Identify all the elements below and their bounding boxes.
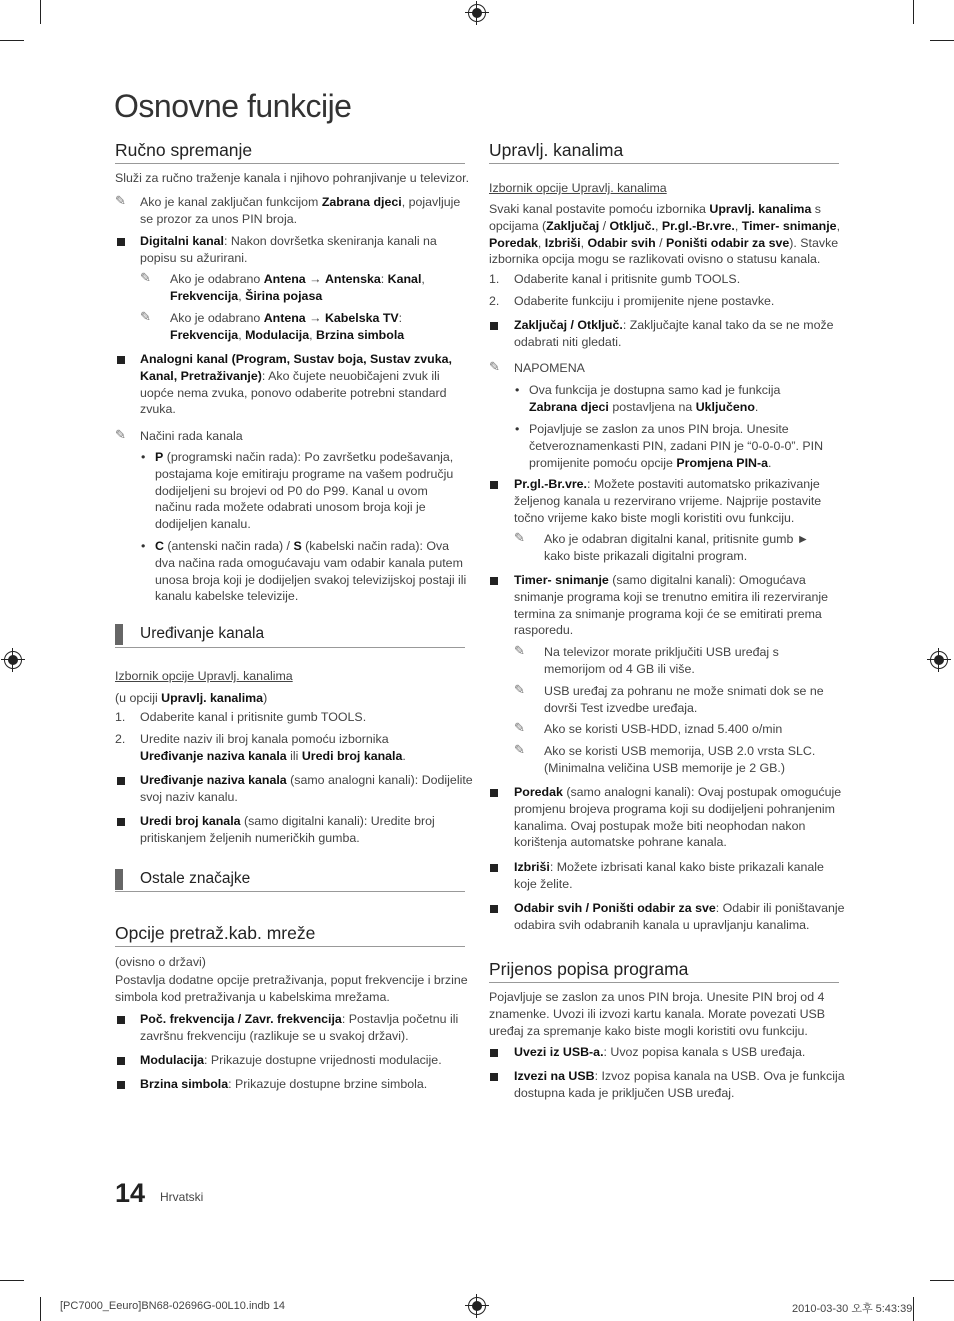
bullet-square bbox=[490, 1073, 498, 1081]
crop-mark bbox=[930, 1280, 954, 1281]
note-pencil-icon: ✎ bbox=[514, 742, 525, 757]
note: Ako je odabrano Antena → Kabelska TV: Frekvencija, Modulacija, Brzina simbola bbox=[170, 311, 405, 342]
list-item: Odabir svih / Poništi odabir za sve: Odabir ili poništavanje odabira svih odabranih kanala u upravljanju kanalima. bbox=[514, 901, 845, 932]
page-number: 14 bbox=[115, 1178, 146, 1208]
bullet-square bbox=[117, 1057, 125, 1065]
list-item: Zaključaj / Otključ.: Zaključajte kanal tako da se ne može odabrati niti gledati. bbox=[514, 318, 834, 349]
section-heading-prijenos: Prijenos popisa programa bbox=[489, 959, 689, 979]
bullet-square bbox=[117, 818, 125, 826]
paragraph: (ovisno o državi) bbox=[115, 955, 206, 969]
list-item: Izvezi na USB: Izvoz popisa kanala na USB. Ova je funkcija dostupna kada je priključen USB uređaj. bbox=[514, 1069, 845, 1100]
step-number: 2. bbox=[115, 732, 126, 746]
list-item: Uvezi iz USB-a.: Uvoz popisa kanala s USB uređaja. bbox=[514, 1045, 806, 1059]
section-heading-rucno: Ručno spremanje bbox=[115, 140, 253, 160]
step: Odaberite kanal i pritisnite gumb TOOLS. bbox=[140, 710, 367, 724]
registration-mark-icon bbox=[468, 4, 486, 22]
bullet-square bbox=[490, 481, 498, 489]
print-file-info: [PC7000_Eeuro]BN68-02696G-00L10.indb 14 bbox=[60, 1300, 286, 1312]
menu-path: Izbornik opcije Upravlj. kanalima bbox=[489, 181, 667, 195]
list-item: Digitalni kanal: Nakon dovršetka skeniranja kanali na popisu su ažurirani. bbox=[140, 234, 437, 265]
note-pencil-icon: ✎ bbox=[514, 720, 525, 735]
note: Ako je odabran digitalni kanal, pritisnite gumb ► kako biste prikazali digitalni program. bbox=[544, 532, 810, 563]
note-pencil-icon: ✎ bbox=[514, 682, 525, 697]
list-item: Timer- snimanje (samo digitalni kanali): Omogućava snimanje programa koji se trenutno emitira ili rezerviranje termina za snimanje programa koji će se emitirati prema rasporedu. bbox=[514, 573, 829, 638]
crop-mark bbox=[40, 0, 41, 24]
note-pencil-icon: ✎ bbox=[489, 359, 500, 374]
list-item: Brzina simbola: Prikazuje dostupne brzine simbola. bbox=[140, 1077, 428, 1091]
list-item: • Ova funkcija je dostupna samo kad je funkcija Zabrana djeci postavljena na Uključeno. bbox=[529, 382, 780, 416]
step: Uredite naziv ili broj kanala pomoću izbornika Uređivanje naziva kanala ili Uredi broj kanala. bbox=[140, 732, 406, 763]
list-item: Uredi broj kanala (samo digitalni kanali): Uredite broj pritiskanjem željenih numeričkih gumba. bbox=[140, 814, 435, 845]
page-language: Hrvatski bbox=[160, 1190, 204, 1204]
bullet-square bbox=[117, 777, 125, 785]
heading-rule bbox=[115, 891, 465, 892]
menu-path: Izbornik opcije Upravlj. kanalima bbox=[115, 669, 293, 683]
section-heading-upravlj: Upravlj. kanalima bbox=[489, 140, 624, 160]
print-date-info: 2010-03-30 오후 5:43:39 bbox=[792, 1303, 913, 1315]
note-pencil-icon: ✎ bbox=[115, 193, 126, 208]
paragraph: Postavlja dodatne opcije pretraživanja, poput frekvencije i brzine simbola kod pretraživanja u kabelskima mrežama. bbox=[115, 973, 468, 1004]
step-number: 1. bbox=[489, 272, 500, 286]
section-heading-opcije: Opcije pretraž.kab. mreže bbox=[115, 923, 316, 943]
crop-mark bbox=[913, 0, 914, 24]
subheading-bar bbox=[115, 869, 123, 890]
bullet-square bbox=[117, 356, 125, 364]
list-item: Izbriši: Možete izbrisati kanal kako biste prikazali kanale koje želite. bbox=[514, 860, 824, 891]
list-item: Poredak (samo analogni kanali): Ovaj postupak omogućuje promjenu brojeva programa koji su dodijeljeni pohranjenim kanalima. Ovaj postupak može biti neophodan nakon korištenja automatske pohrane kanala. bbox=[514, 785, 842, 850]
step-number: 1. bbox=[115, 710, 126, 724]
registration-mark-icon bbox=[4, 651, 22, 669]
heading-rule bbox=[489, 163, 839, 164]
bullet-square bbox=[490, 1049, 498, 1057]
note: USB uređaj za pohranu ne može snimati dok se ne dovrši Test izvedbe uređaja. bbox=[544, 684, 824, 715]
paragraph: (u opciji Upravlj. kanalima) bbox=[115, 691, 268, 705]
list-item: Modulacija: Prikazuje dostupne vrijednosti modulacije. bbox=[140, 1053, 442, 1067]
registration-mark-icon bbox=[468, 1297, 486, 1315]
step-number: 2. bbox=[489, 294, 500, 308]
bullet-square bbox=[490, 864, 498, 872]
subsection-heading-ostale: Ostale značajke bbox=[140, 870, 251, 887]
subheading-bar bbox=[115, 624, 123, 645]
heading-rule bbox=[115, 647, 465, 648]
bullet-square bbox=[490, 322, 498, 330]
note-heading: NAPOMENA bbox=[514, 361, 585, 375]
list-item: Uređivanje naziva kanala (samo analogni kanali): Dodijelite svoj naziv kanalu. bbox=[140, 773, 473, 804]
list-item: Analogni kanal (Program, Sustav boja, Sustav zvuka, Kanal, Pretraživanje): Ako čujete neuobičajeni zvuk ili uopće nema zvuka, ponovo odaberite potrebni standard zvuka. bbox=[140, 352, 452, 417]
step: Odaberite kanal i pritisnite gumb TOOLS. bbox=[514, 272, 741, 286]
note: Ako je odabrano Antena → Antenska: Kanal, Frekvencija, Širina pojasa bbox=[170, 272, 425, 303]
heading-rule bbox=[115, 163, 465, 164]
bullet-square bbox=[490, 905, 498, 913]
list-item: • Pojavljuje se zaslon za unos PIN broja. Unesite četveroznamenkasti PIN, zadani PIN je “0-0-0-0”. PIN promijenite pomoću opcije Promjena PIN-a. bbox=[529, 421, 823, 471]
bullet-square bbox=[117, 1081, 125, 1089]
note: Ako je kanal zaključan funkcijom Zabrana djeci, pojavljuje se prozor za unos PIN broja. bbox=[140, 195, 461, 226]
note-pencil-icon: ✎ bbox=[115, 427, 126, 442]
heading-rule bbox=[115, 946, 465, 947]
bullet-square bbox=[117, 1016, 125, 1024]
note-pencil-icon: ✎ bbox=[140, 309, 151, 324]
list-item: • P (programski način rada): Po završetku podešavanja, postajama koje emitiraju programe na vašem području dodijeljeni su brojevi od P0 do P99. Kanal u ovom načinu rada možete odabrati unosom broja koji je dodijeljen kanalu. bbox=[155, 449, 453, 533]
crop-mark bbox=[913, 1297, 914, 1321]
paragraph: Svaki kanal postavite pomoću izbornika Upravlj. kanalima s opcijama (Zaključaj / Otključ., Pr.gl.-Br.vre., Timer- snimanje, Poredak, Izbriši, Odabir svih / Poništi odabir za sve). Stavke izbornika opcija mogu se razlikovati ovisno o statusu kanala. bbox=[489, 202, 841, 267]
bullet-square bbox=[490, 789, 498, 797]
paragraph: Pojavljuje se zaslon za unos PIN broja. Unesite PIN broj od 4 znamenke. Uvozi ili izvozi kartu kanala. Morate povezati USB uređaj za spremanje kako biste mogli koristiti ovu funkciju. bbox=[489, 990, 826, 1038]
note-pencil-icon: ✎ bbox=[514, 643, 525, 658]
bullet-square bbox=[490, 577, 498, 585]
crop-mark bbox=[0, 40, 24, 41]
note: Ako se koristi USB memorija, USB 2.0 vrsta SLC. (Minimalna veličina USB memorije je 2 GB.) bbox=[544, 744, 816, 775]
list-item: • C (antenski način rada) / S (kabelski način rada): Ova dva načina rada omogućavaju vam odabir kanala putem unosa broja koji je dodijeljen svakoj televizijskoj postaji ili kanalu kabelske televizije. bbox=[155, 538, 466, 605]
page-title: Osnovne funkcije bbox=[114, 88, 352, 124]
subsection-heading-uredivanje: Uređivanje kanala bbox=[140, 625, 265, 642]
step: Odaberite funkciju i promijenite njene postavke. bbox=[514, 294, 775, 308]
crop-mark bbox=[40, 1297, 41, 1321]
heading-rule bbox=[489, 982, 839, 983]
note: Na televizor morate priključiti USB uređaj s memorijom od 4 GB ili više. bbox=[544, 645, 779, 676]
note: Načini rada kanala bbox=[140, 429, 243, 443]
paragraph: Služi za ručno traženje kanala i njihovo pohranjivanje u televizor. bbox=[115, 171, 470, 185]
list-item: Poč. frekvencija / Zavr. frekvencija: Postavlja početnu ili završnu frekvenciju (razlikuje se u svakoj državi). bbox=[140, 1012, 459, 1043]
registration-mark-icon bbox=[930, 651, 948, 669]
crop-mark bbox=[930, 40, 954, 41]
list-item: Pr.gl.-Br.vre.: Možete postaviti automatsko prikazivanje željenog kanala u rezervirano vrijeme. Najprije postavite točno vrijeme kako biste mogli koristiti ovu funkciju. bbox=[514, 477, 822, 525]
note: Ako se koristi USB-HDD, iznad 5.400 o/min bbox=[544, 722, 783, 736]
note-pencil-icon: ✎ bbox=[514, 530, 525, 545]
note-pencil-icon: ✎ bbox=[140, 270, 151, 285]
bullet-square bbox=[117, 238, 125, 246]
crop-mark bbox=[0, 1280, 24, 1281]
